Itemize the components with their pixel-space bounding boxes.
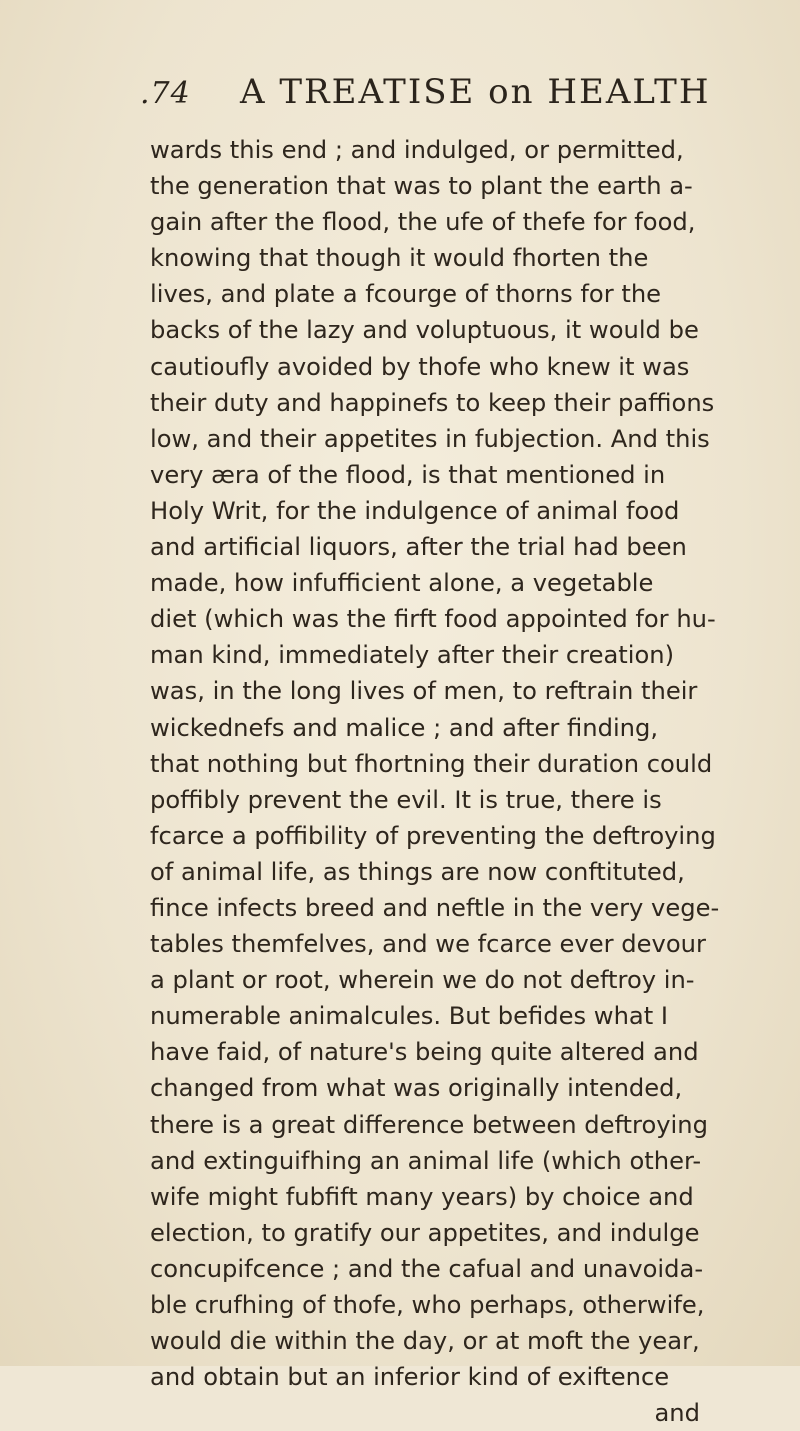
text-line: knowing that though it would fhorten the	[150, 244, 649, 273]
text-line: a plant or root, wherein we do not deftroy in-	[150, 966, 695, 995]
text-line: the generation that was to plant the earth a-	[150, 172, 693, 201]
body-text	[150, 132, 720, 1431]
text-line: diet (which was the firft food appointed for hu-	[150, 605, 716, 634]
text-line: Holy Writ, for the indulgence of animal food	[150, 496, 680, 525]
text-line: wards this end ; and indulged, or permitted,	[150, 136, 684, 164]
text-line: very æra of the flood, is that mentioned in	[150, 460, 666, 489]
text-line: fince infects breed and neftle in the very vege-	[150, 893, 720, 922]
text-line: concupifcence ; and the cafual and unavoida-	[150, 1254, 704, 1283]
text-line: made, how infufficient alone, a vegetable	[150, 569, 654, 598]
page-header	[140, 72, 711, 122]
text-line: would die within the day, or at moft the year,	[150, 1327, 700, 1356]
text-line: tables themfelves, and we fcarce ever devour	[150, 930, 706, 959]
text-line: election, to gratify our appetites, and indulge	[150, 1218, 700, 1247]
text-line: backs of the lazy and voluptuous, it would be	[150, 316, 699, 345]
text-line: cautioufly avoided by thofe who knew it was	[150, 352, 690, 381]
text-line: gain after the flood, the ufe of thefe for food,	[150, 208, 696, 237]
running-title: A TREATISE on HEALTH	[240, 72, 711, 112]
text-line: changed from what was originally intended,	[150, 1074, 683, 1103]
text-line: lives, and plate a fcourge of thorns for the	[150, 280, 662, 309]
text-line: their duty and happinefs to keep their paffions	[150, 388, 715, 417]
text-line: and extinguifhing an animal life (which other-	[150, 1146, 702, 1175]
text-line: poffibly prevent the evil. It is true, there is	[150, 785, 662, 814]
text-line: man kind, immediately after their creation)	[150, 641, 675, 670]
text-line: there is a great difference between deftroying	[150, 1110, 708, 1139]
text-line: low, and their appetites in fubjection. And this	[150, 424, 710, 453]
page-number: .74	[140, 76, 191, 111]
text-line: wickednefs and malice ; and after finding,	[150, 713, 659, 742]
text-line: fcarce a poffibility of preventing the deftroying	[150, 821, 716, 850]
text-line: and artificial liquors, after the trial had been	[150, 533, 687, 562]
text-line: numerable animalcules. But befides what I	[150, 1002, 669, 1031]
text-line: of animal life, as things are now conftituted,	[150, 857, 685, 886]
catchword: and	[654, 1399, 700, 1428]
text-line: have faid, of nature's being quite altered and	[150, 1038, 699, 1067]
text-line: and obtain but an inferior kind of exiftence	[150, 1363, 670, 1392]
text-line: wife might fubfift many years) by choice and	[150, 1182, 694, 1211]
text-line: that nothing but fhortning their duration could	[150, 749, 713, 778]
text-line: ble crufhing of thofe, who perhaps, otherwife,	[150, 1291, 705, 1319]
text-line: was, in the long lives of men, to reftrain their	[150, 677, 698, 706]
